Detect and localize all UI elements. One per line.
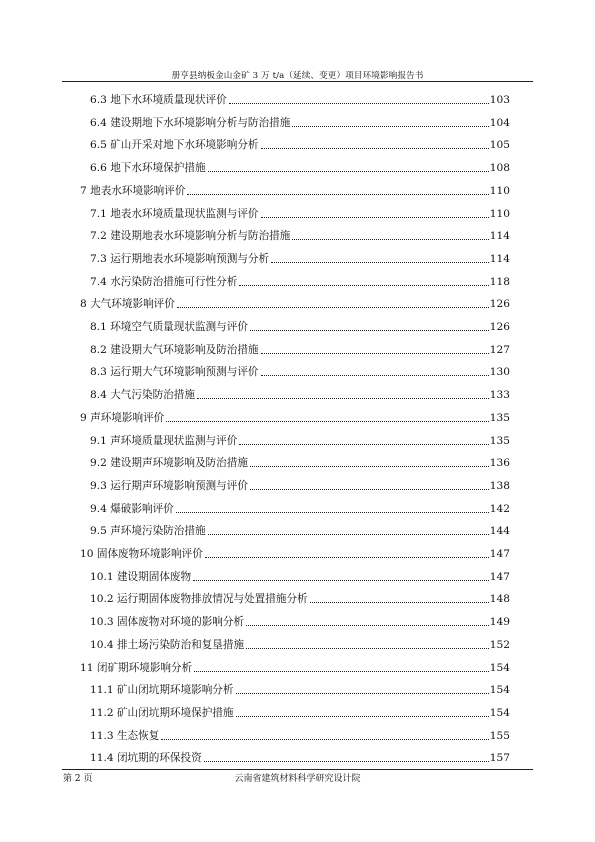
toc-dot-leader — [271, 262, 489, 263]
toc-chapter-entry[interactable] — [80, 409, 510, 425]
toc-section-entry[interactable] — [90, 636, 510, 652]
toc-dot-leader — [197, 398, 489, 399]
toc-page-number: 147 — [489, 548, 510, 560]
toc-dot-leader — [239, 444, 488, 445]
toc-entry-title: 6.5 矿山开采对地下水环境影响分析 — [90, 139, 259, 152]
toc-section-entry[interactable] — [90, 273, 510, 289]
toc-dot-leader — [261, 217, 489, 218]
toc-page-number: 108 — [489, 162, 510, 175]
toc-page-number: 154 — [489, 661, 510, 674]
toc-dot-leader — [246, 625, 489, 626]
toc-entry-title: 11.3 生态恢复 — [90, 729, 160, 742]
toc-chapter-entry[interactable] — [80, 545, 510, 561]
toc-dot-leader — [236, 693, 489, 694]
toc-section-entry[interactable] — [90, 477, 510, 493]
toc-page-number: 105 — [489, 139, 510, 152]
toc-dot-leader — [292, 126, 488, 127]
toc-dot-leader — [204, 761, 489, 762]
toc-entry-title: 11.2 矿山闭坑期环境保护措施 — [90, 706, 234, 719]
toc-entry-title: 7.3 运行期地表水环境影响预测与分析 — [90, 252, 270, 265]
toc-entry-title: 10.2 运行期固体废物排放情况与处置措施分析 — [90, 593, 308, 606]
toc-section-entry[interactable] — [90, 749, 510, 765]
toc-dot-leader — [177, 307, 489, 308]
toc-entry-title: 9.3 运行期声环境影响预测与评价 — [90, 479, 248, 492]
toc-entry-title: 10.4 排土场污染防治和复垦措施 — [90, 638, 245, 651]
toc-section-entry[interactable] — [90, 500, 510, 516]
toc-section-entry[interactable] — [90, 205, 510, 221]
toc-chapter-entry[interactable] — [80, 182, 510, 198]
toc-dot-leader — [208, 534, 489, 535]
toc-page-number: 130 — [489, 366, 510, 379]
toc-page-number: 135 — [489, 411, 510, 424]
toc-dot-leader — [250, 466, 489, 467]
toc-section-entry[interactable] — [90, 522, 510, 538]
toc-entry-title: 9.2 建设期声环境影响及防治措施 — [90, 457, 248, 470]
toc-page-number: 104 — [489, 116, 510, 129]
toc-entry-title: 8.3 运行期大气环境影响预测与评价 — [90, 366, 259, 379]
toc-page-number: 110 — [489, 207, 510, 220]
toc-page-number: 144 — [489, 525, 510, 538]
toc-page-number: 136 — [489, 457, 510, 470]
toc-dot-leader — [193, 580, 489, 581]
toc-section-entry[interactable] — [90, 386, 510, 402]
toc-page-number: 114 — [489, 252, 510, 265]
toc-page-number: 133 — [489, 389, 510, 402]
toc-entry-title: 8.1 环境空气质量现状监测与评价 — [90, 321, 248, 333]
toc-entry-title: 11.1 矿山闭坑期环境影响分析 — [90, 684, 234, 697]
running-header: 册亨县纳板金山金矿 3 万 t/a（延续、变更）项目环境影响报告书 — [171, 71, 424, 81]
toc-entry-title: 9.5 声环境污染防治措施 — [90, 525, 206, 538]
toc-section-entry[interactable] — [90, 227, 510, 243]
toc-entry-title: 6.3 地下水环境质量现状评价 — [90, 94, 227, 106]
toc-section-entry[interactable] — [90, 454, 510, 470]
toc-dot-leader — [205, 557, 489, 558]
toc-entry-title: 9.4 爆破影响评价 — [90, 502, 174, 515]
toc-entry-title: 10 固体废物环境影响评价 — [80, 548, 203, 560]
toc-dot-leader — [229, 103, 489, 104]
toc-section-entry[interactable] — [90, 91, 510, 107]
toc-section-entry[interactable] — [90, 136, 510, 152]
footer-divider — [62, 769, 533, 770]
toc-page-number: 152 — [489, 638, 510, 651]
toc-entry-title: 10.3 固体废物对环境的影响分析 — [90, 616, 245, 629]
toc-section-entry[interactable] — [90, 590, 510, 606]
toc-dot-leader — [246, 648, 489, 649]
toc-entry-title: 7.4 水污染防治措施可行性分析 — [90, 275, 238, 288]
toc-entry-title: 6.4 建设期地下水环境影响分析与防治措施 — [90, 116, 291, 129]
toc-entry-title: 9.1 声环境质量现状监测与评价 — [90, 434, 238, 447]
toc-dot-leader — [176, 512, 489, 513]
toc-section-entry[interactable] — [90, 250, 510, 266]
toc-entry-title: 6.6 地下水环境保护措施 — [90, 162, 206, 175]
toc-dot-leader — [250, 330, 489, 331]
toc-page-number: 149 — [489, 616, 510, 629]
toc-page-number: 110 — [489, 184, 510, 197]
toc-dot-leader — [261, 148, 489, 149]
toc-page-number: 155 — [489, 729, 510, 742]
toc-entry-title: 9 声环境影响评价 — [80, 411, 165, 424]
toc-dot-leader — [194, 671, 489, 672]
toc-entry-title: 10.1 建设期固体废物 — [90, 570, 192, 583]
toc-dot-leader — [261, 375, 489, 376]
toc-dot-leader — [208, 171, 489, 172]
toc-section-entry[interactable] — [90, 159, 510, 175]
toc-dot-leader — [261, 353, 489, 354]
toc-section-entry[interactable] — [90, 704, 510, 720]
toc-dot-leader — [250, 489, 489, 490]
header-divider — [62, 81, 533, 82]
toc-page-number: 148 — [489, 593, 510, 606]
toc-dot-leader — [187, 194, 488, 195]
toc-page-number: 127 — [489, 343, 510, 356]
toc-page-number: 103 — [489, 94, 510, 106]
toc-page-number: 138 — [489, 479, 510, 492]
toc-page-number: 126 — [489, 298, 510, 311]
toc-dot-leader — [310, 602, 489, 603]
toc-chapter-entry[interactable] — [80, 659, 510, 675]
toc-page-number: 135 — [489, 434, 510, 447]
toc-page-number: 142 — [489, 502, 510, 515]
toc-page-number: 147 — [489, 570, 510, 583]
toc-section-entry[interactable] — [90, 727, 510, 743]
toc-page-number: 114 — [489, 230, 510, 243]
toc-dot-leader — [239, 285, 488, 286]
toc-chapter-entry[interactable] — [80, 295, 510, 311]
toc-entry-title: 8.2 建设期大气环境影响及防治措施 — [90, 343, 259, 356]
toc-page-number: 126 — [489, 321, 510, 333]
toc-entry-title: 8 大气环境影响评价 — [80, 298, 175, 311]
toc-entry-title: 7 地表水环境影响评价 — [80, 184, 186, 197]
toc-page-number: 154 — [489, 684, 510, 697]
toc-dot-leader — [166, 421, 489, 422]
toc-section-entry[interactable] — [90, 363, 510, 379]
toc-page-number: 157 — [489, 752, 510, 765]
toc-entry-title: 11.4 闭坑期的环保投资 — [90, 752, 202, 765]
toc-dot-leader — [292, 239, 488, 240]
toc-section-entry[interactable] — [90, 613, 510, 629]
toc-section-entry[interactable] — [90, 341, 510, 357]
toc-section-entry[interactable] — [90, 432, 510, 448]
footer-page-number: 第 2 页 — [63, 774, 93, 784]
toc-entry-title: 7.2 建设期地表水环境影响分析与防治措施 — [90, 230, 291, 243]
toc-section-entry[interactable] — [90, 318, 510, 334]
toc-entry-title: 7.1 地表水环境质量现状监测与评价 — [90, 207, 259, 220]
toc-section-entry[interactable] — [90, 681, 510, 697]
toc-dot-leader — [236, 716, 489, 717]
toc-entry-title: 8.4 大气污染防治措施 — [90, 389, 195, 402]
toc-section-entry[interactable] — [90, 114, 510, 130]
toc-page-number: 154 — [489, 706, 510, 719]
toc-entry-title: 11 闭矿期环境影响分析 — [80, 661, 193, 674]
footer-institute: 云南省建筑材料科学研究设计院 — [234, 774, 361, 784]
toc-dot-leader — [161, 739, 488, 740]
toc-page-number: 118 — [489, 275, 510, 288]
toc-section-entry[interactable] — [90, 568, 510, 584]
